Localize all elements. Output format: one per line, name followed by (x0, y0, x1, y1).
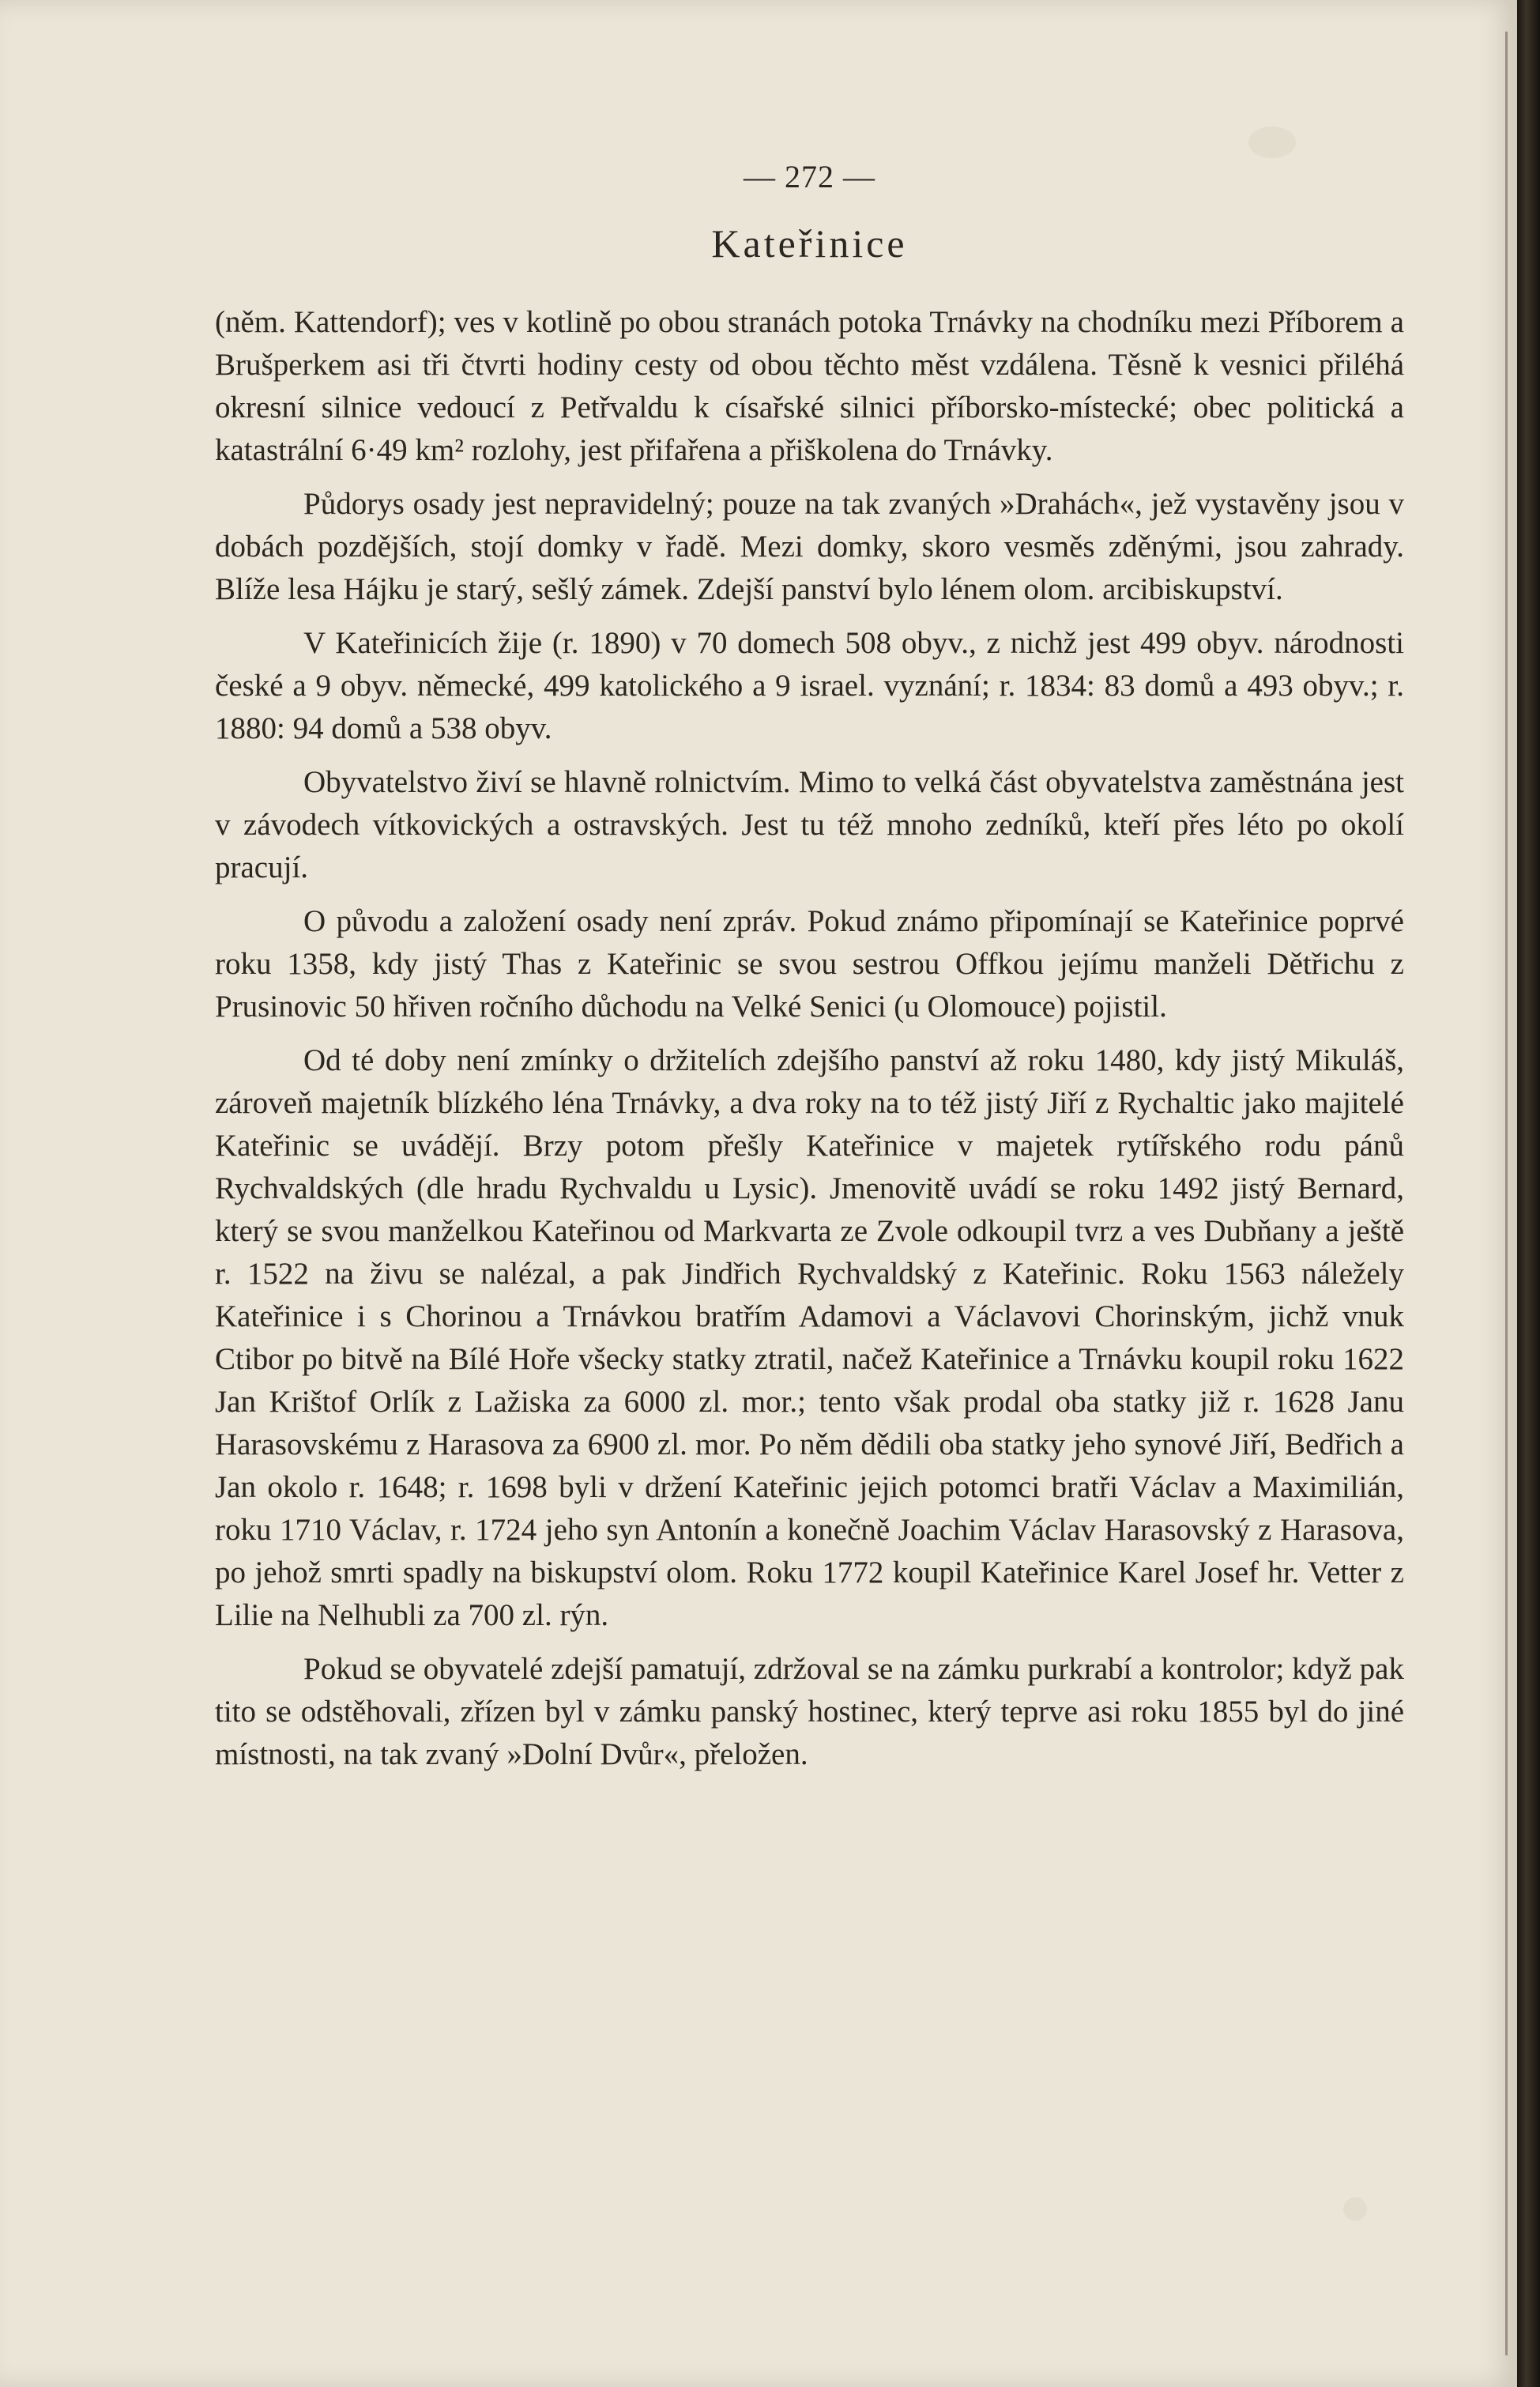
chapter-title: Kateřinice (711, 221, 908, 266)
paper-stain (1343, 2197, 1367, 2221)
paragraph: Obyvatelstvo živí se hlavně rolnictvím. Mimo to velká část obyvatelstva zaměstnána jest v závodech vítkovických a ostravských. Jest tu též mnoho zedníků, kteří přes léto po okolí pracují. (215, 765, 1404, 884)
paragraph: (něm. Kattendorf); ves v kotlině po obou stranách potoka Trnávky na chodníku mezi Příborem a Brušperkem asi tři čtvrti hodiny cesty od obou těchto měst vzdálena. Těsně k vesnici přiléhá okresní silnice vedoucí z Petřvaldu k císařské silnici příborsko-místecké; obec politická a katastrální 6·49 km² rozlohy, jest přifařena a přiškolena do Trnávky. (215, 305, 1404, 467)
page-content (215, 158, 1404, 1787)
book-spine-edge (1517, 0, 1540, 2387)
paragraph: Pokud se obyvatelé zdejší pamatují, zdržoval se na zámku purkrabí a kontrolor; když pak tito se odstěhovali, zřízen byl v zámku panský hostinec, který teprve asi roku 1855 byl do jiné místnosti, na tak zvaný »Dolní Dvůr«, přeložen. (215, 1652, 1404, 1771)
paragraph: O původu a založení osady není zpráv. Pokud známo připomínají se Kateřinice poprvé roku 1358, kdy jistý Thas z Kateřinic se svou sestrou Offkou jejímu manželi Dětřichu z Prusinovic 50 hřiven ročního důchodu na Velké Senici (u Olomouce) pojistil. (215, 904, 1404, 1024)
paper-stain (1248, 126, 1296, 158)
page-fold-line (1505, 32, 1508, 2355)
page-number: — 272 — (744, 159, 875, 194)
paragraph: Půdorys osady jest nepravidelný; pouze na tak zvaných »Drahách«, jež vystavěny jsou v dobách pozdějších, stojí domky v řadě. Mezi domky, skoro vesměs zděnými, jsou zahrady. Blíže lesa Hájku je starý, sešlý zámek. Zdejší panství bylo lénem olom. arcibiskupství. (215, 487, 1404, 606)
paragraph: Od té doby není zmínky o držitelích zdejšího panství až roku 1480, kdy jistý Mikuláš, zároveň majetník blízkého léna Trnávky, a dva roky na to též jistý Jiří z Rychaltic jako majitelé Kateřinic se uvádějí. Brzy potom přešly Kateřinice v majetek rytířského rodu pánů Rychvaldských (dle hradu Rychvaldu u Lysic). Jmenovitě uvádí se roku 1492 jistý Bernard, který se svou manželkou Kateřinou od Markvarta ze Zvole odkoupil tvrz a ves Dubňany a ještě r. 1522 na živu se nalézal, a pak Jindřich Rychvaldský z Kateřinic. Roku 1563 náležely Kateřinice i s Chorinou a Trnávkou bratřím Adamovi a Václavovi Chorinským, jichž vnuk Ctibor po bitvě na Bílé Hoře všecky statky ztratil, načež Kateřinice a Trnávku koupil roku 1622 Jan Krištof Orlík z Lažiska za 6000 zl. mor.; tento však prodal oba statky již r. 1628 Janu Harasovskému z Harasova za 6900 zl. mor. Po něm dědili oba statky jeho synové Jiří, Bedřich a Jan okolo r. 1648; r. 1698 byli v držení Kateřinic jejich potomci bratři Václav a Maximilián, roku 1710 Václav, r. 1724 jeho syn Antonín a konečně Joachim Václav Harasovský z Harasova, po jehož smrti spadly na biskupství olom. Roku 1772 koupil Kateřinice Karel Josef hr. Vetter z Lilie na Nelhubli za 700 zl. rýn. (215, 1043, 1404, 1632)
paragraph: V Kateřinicích žije (r. 1890) v 70 domech 508 obyv., z nichž jest 499 obyv. národnosti české a 9 obyv. německé, 499 katolického a 9 israel. vyznání; r. 1834: 83 domů a 493 obyv.; r. 1880: 94 domů a 538 obyv. (215, 626, 1404, 745)
